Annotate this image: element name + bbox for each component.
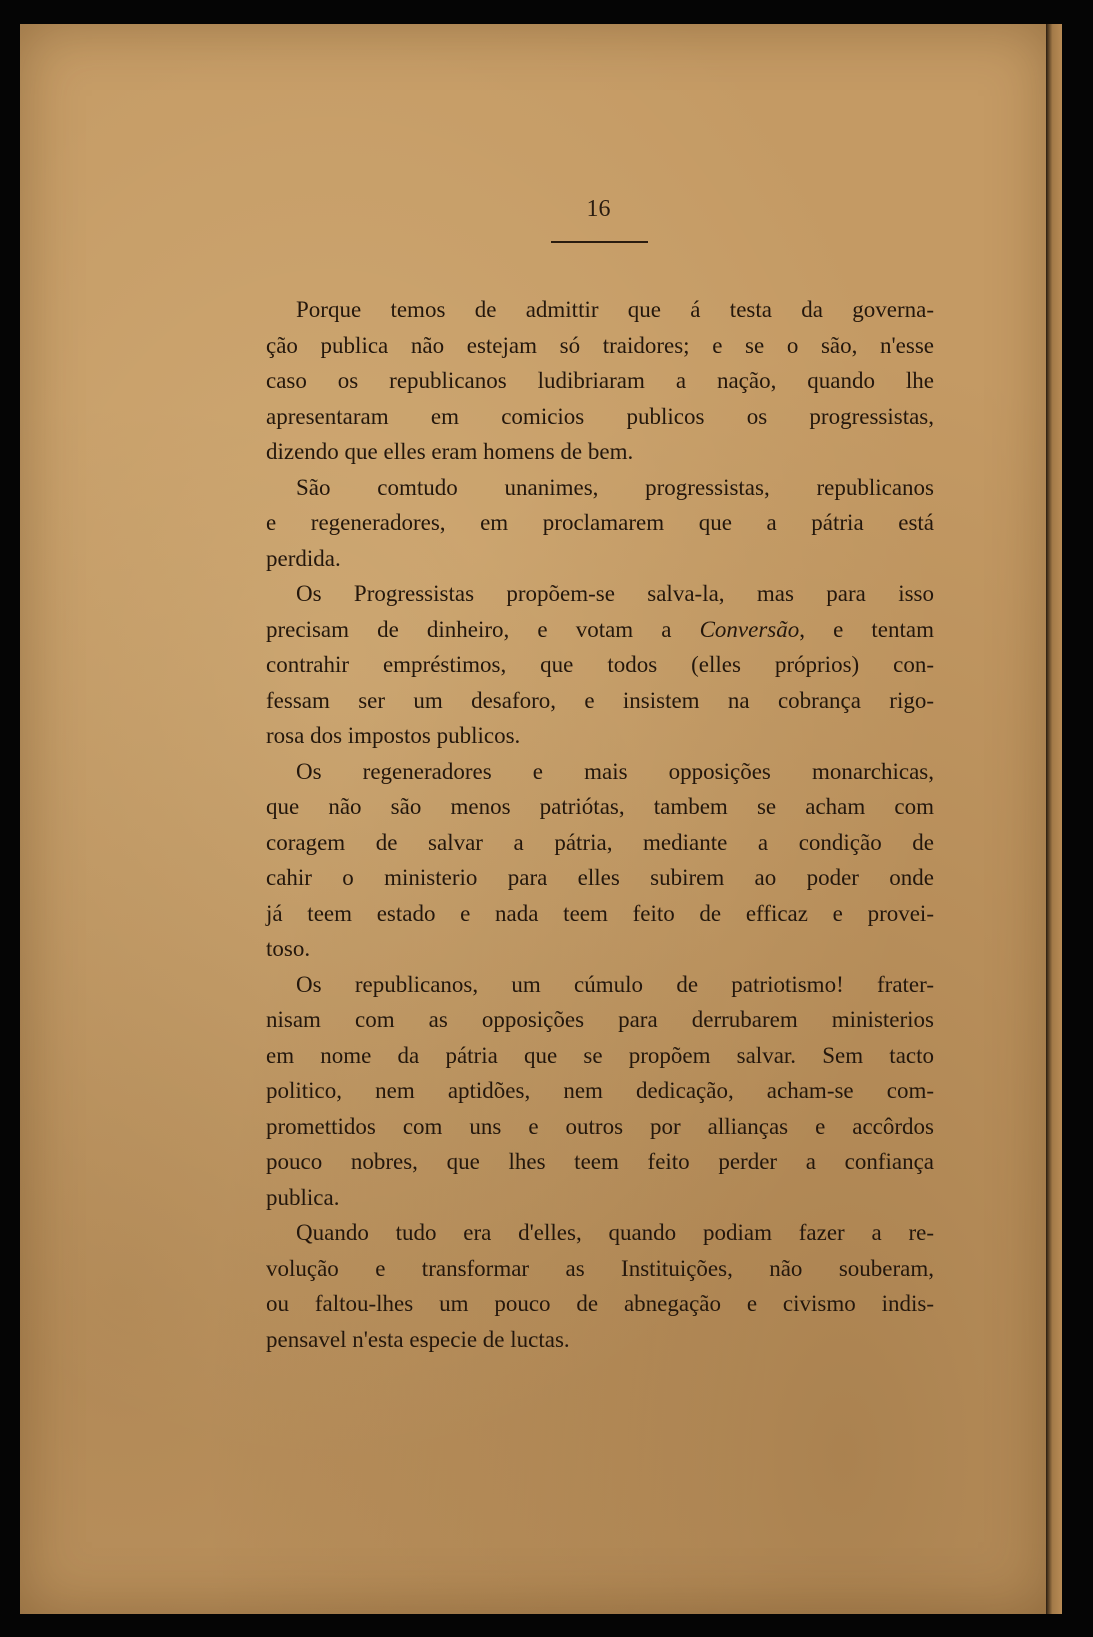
text-line: contrahir empréstimos, que todos (elles próprios) con- [266,652,934,677]
text-line-with-italic: precisam de dinheiro, e votam a Conversão, e tentam [266,616,934,642]
text-line: já teem estado e nada teem feito de efficaz e provei- [266,900,934,926]
text-line: apresentaram em comicios publicos os progressistas, [266,403,934,429]
page-number-rule [551,241,648,243]
text-line: em nome da pátria que se propõem salvar. Sem tacto [266,1042,934,1068]
text-line: Os Progressistas propõem-se salva-la, mas para isso [296,581,934,606]
text-line: pensavel n'esta especie de luctas. [266,1326,570,1352]
text-line: rosa dos impostos publicos. [266,723,521,748]
text-line: cahir o ministerio para elles subirem ao poder onde [266,865,934,890]
text-line: dizendo que elles eram homens de bem. [266,439,634,464]
text-line: pouco nobres, que lhes teem feito perder a confiança [266,1149,934,1174]
text-line: e regeneradores, em proclamarem que a pátria está [266,510,934,535]
text-line: ou faltou-lhes um pouco de abnegação e civismo indis- [266,1291,934,1316]
text-line: São comtudo unanimes, progressistas, republicanos [296,474,934,500]
text-line: caso os republicanos ludibriaram a nação, quando lhe [266,368,934,393]
text-line: Quando tudo era d'elles, quando podiam fazer a re- [296,1220,934,1245]
text-line: que não são menos patriótas, tambem se acham com [266,794,934,819]
text-line: perdida. [266,545,341,571]
text-line: politico, nem aptidões, nem dedicação, acham-se com- [266,1078,934,1103]
text-line: volução e transformar as Instituições, não souberam, [266,1255,934,1281]
text-line: coragem de salvar a pátria, mediante a condição de [266,829,934,855]
text-line: ção publica não estejam só traidores; e se o são, n'esse [266,332,934,358]
text-line: Os regeneradores e mais opposições monarchicas, [296,758,934,784]
text-line: toso. [266,936,311,961]
text-line: publica. [266,1184,340,1210]
text-line: Porque temos de admittir que á testa da governa- [296,297,934,322]
text-line: nisam com as opposições para derrubarem ministerios [266,1007,934,1032]
body-text [266,292,934,1357]
page-edge [1046,24,1062,1614]
text-line: fessam ser um desaforo, e insistem na cobrança rigo- [266,687,934,713]
italic-word: Conversão [699,616,800,642]
page-number: 16 [586,196,611,222]
text-line: promettidos com uns e outros por allianças e accôrdos [266,1113,934,1139]
text-line: Os republicanos, um cúmulo de patriotismo! frater- [296,971,934,997]
